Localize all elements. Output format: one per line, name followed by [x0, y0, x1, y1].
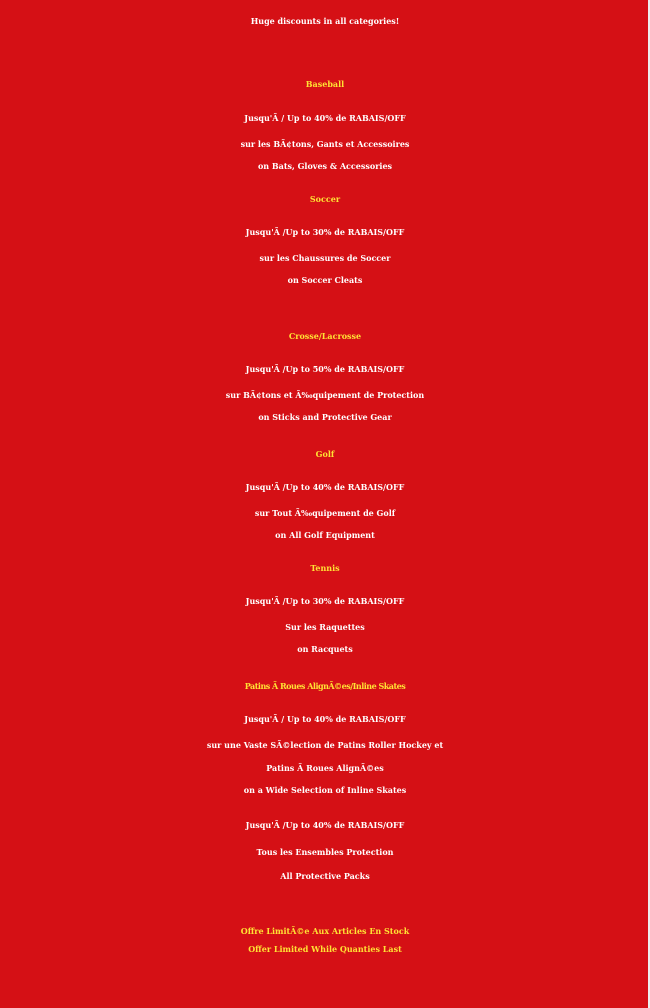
offer-inline-skates: Jusqu'Ã / Up to 40% de RABAIS/OFF	[244, 714, 406, 724]
english-detail-tennis: on Racquets	[297, 644, 353, 654]
offer-soccer: Jusqu'Ã /Up to 30% de RABAIS/OFF	[245, 227, 405, 237]
french-detail-protective-packs: Tous les Ensembles Protection	[256, 847, 394, 857]
category-lacrosse: Crosse/Lacrosse	[288, 331, 362, 341]
offer-baseball: Jusqu'Ã / Up to 40% de RABAIS/OFF	[244, 113, 406, 123]
english-detail-soccer: on Soccer Cleats	[287, 275, 363, 285]
footer-english: Offer Limited While Quanties Last	[248, 944, 402, 954]
offer-tennis: Jusqu'Ã /Up to 30% de RABAIS/OFF	[245, 596, 405, 606]
offer-golf: Jusqu'Ã /Up to 40% de RABAIS/OFF	[245, 482, 405, 492]
english-detail-inline-skates: on a Wide Selection of Inline Skates	[243, 785, 407, 795]
english-detail-baseball: on Bats, Gloves & Accessories	[257, 161, 393, 171]
offer-lacrosse: Jusqu'Ã /Up to 50% de RABAIS/OFF	[245, 364, 405, 374]
category-golf: Golf	[315, 449, 335, 459]
english-detail-golf: on All Golf Equipment	[275, 530, 375, 540]
french-detail-tennis: Sur les Raquettes	[285, 622, 365, 632]
french-detail-soccer: sur les Chaussures de Soccer	[259, 253, 391, 263]
french-detail-lacrosse: sur BÃ¢tons et Ã‰quipement de Protection	[225, 390, 425, 400]
english-detail-protective-packs: All Protective Packs	[280, 871, 370, 881]
french-detail-baseball: sur les BÃ¢tons, Gants et Accessoires	[240, 139, 410, 149]
footer-french: Offre LimitÃ©e Aux Articles En Stock	[240, 926, 410, 936]
headline: Huge discounts in all categories!	[250, 16, 400, 26]
category-tennis: Tennis	[310, 563, 340, 573]
french-detail-inline-skates-2: Patins Ã Roues AlignÃ©es	[266, 763, 384, 773]
category-soccer: Soccer	[309, 194, 341, 204]
category-inline-skates: Patins Ã Roues AlignÃ©es/Inline Skates	[244, 681, 406, 691]
french-detail-inline-skates: sur une Vaste SÃ©lection de Patins Roller Hockey et	[206, 740, 444, 750]
category-baseball: Baseball	[305, 79, 345, 89]
offer-protective-packs: Jusqu'Ã /Up to 40% de RABAIS/OFF	[245, 820, 405, 830]
english-detail-lacrosse: on Sticks and Protective Gear	[258, 412, 392, 422]
french-detail-golf: sur Tout Ã‰quipement de Golf	[254, 508, 396, 518]
